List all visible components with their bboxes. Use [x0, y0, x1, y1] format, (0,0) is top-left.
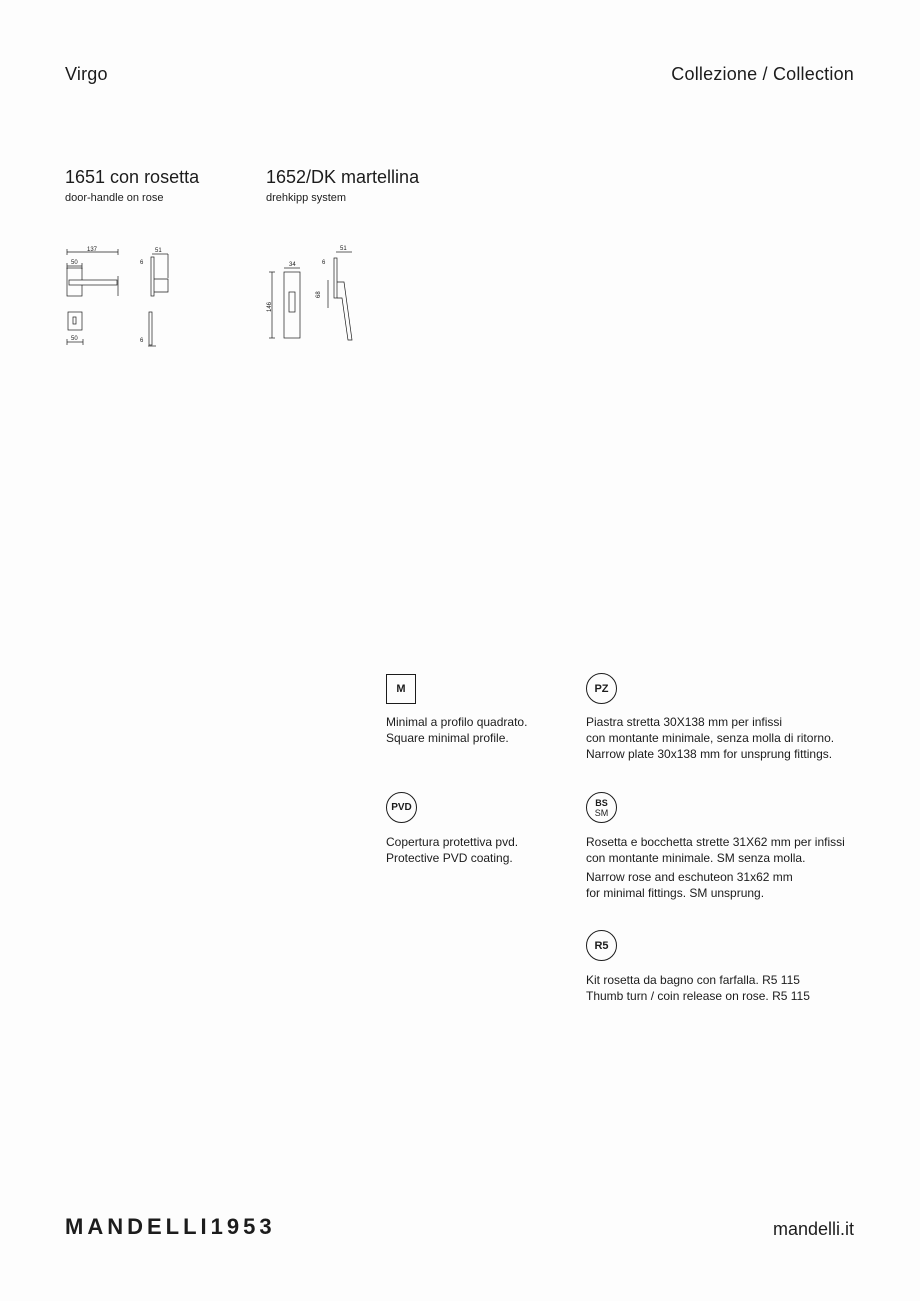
feature-m-text: Minimal a profilo quadrato. Square minimal profile.	[386, 715, 528, 745]
drawing-1652dk	[258, 240, 368, 350]
badge-bs-sm-icon: BS SM	[586, 792, 617, 823]
product-1652dk-subtitle: drehkipp system	[266, 192, 347, 204]
dim-grip-label: 68	[316, 291, 322, 298]
dim-width-label: 34	[289, 262, 296, 268]
dim-height-label: 146	[267, 301, 273, 312]
website-link[interactable]: mandelli.it	[772, 1219, 854, 1239]
dim-escutcheon-label: 50	[71, 336, 78, 342]
badge-pvd-icon: PVD	[386, 792, 417, 823]
feature-r5-text: Kit rosetta da bagno con farfalla. R5 115 Thumb turn / coin release on rose. R5 115	[586, 973, 810, 1003]
drawing-1651	[60, 240, 180, 350]
feature-pz-text: Piastra stretta 30X138 mm per infissi con montante minimale, senza molla di ritorno. Narrow plate 30x138 mm for unsprung fittings.	[586, 715, 835, 761]
badge-pz-icon: PZ	[586, 673, 617, 704]
badge-m-icon: M	[386, 674, 416, 704]
product-1651-subtitle: door-handle on rose	[65, 192, 164, 204]
section-title: Collezione / Collection	[671, 64, 854, 84]
dim-projection-label: 51	[155, 248, 162, 254]
dim-projection-2-label: 51	[340, 246, 347, 252]
dim-length-label: 137	[87, 247, 98, 253]
badge-r5-icon: R5	[586, 930, 617, 961]
dim-thickness-2-label: 6	[322, 260, 326, 266]
feature-bs-text: Rosetta e bocchetta strette 31X62 mm per infissi con montante minimale. SM senza molla. Narrow rose and eschuteon 31x62 mm for minimal fittings. SM unsprung.	[586, 835, 845, 900]
dim-rose-label: 50	[71, 260, 78, 266]
product-1651-title: 1651 con rosetta	[65, 167, 200, 187]
product-1652dk-title: 1652/DK martellina	[266, 167, 420, 187]
dim-escutcheon-thickness-label: 6	[140, 338, 144, 344]
collection-name: Virgo	[65, 64, 108, 84]
dim-thickness-label: 6	[140, 260, 144, 266]
feature-pvd-text: Copertura protettiva pvd. Protective PVD coating.	[386, 835, 519, 865]
brand-logo: MANDELLI1953	[65, 1214, 276, 1239]
